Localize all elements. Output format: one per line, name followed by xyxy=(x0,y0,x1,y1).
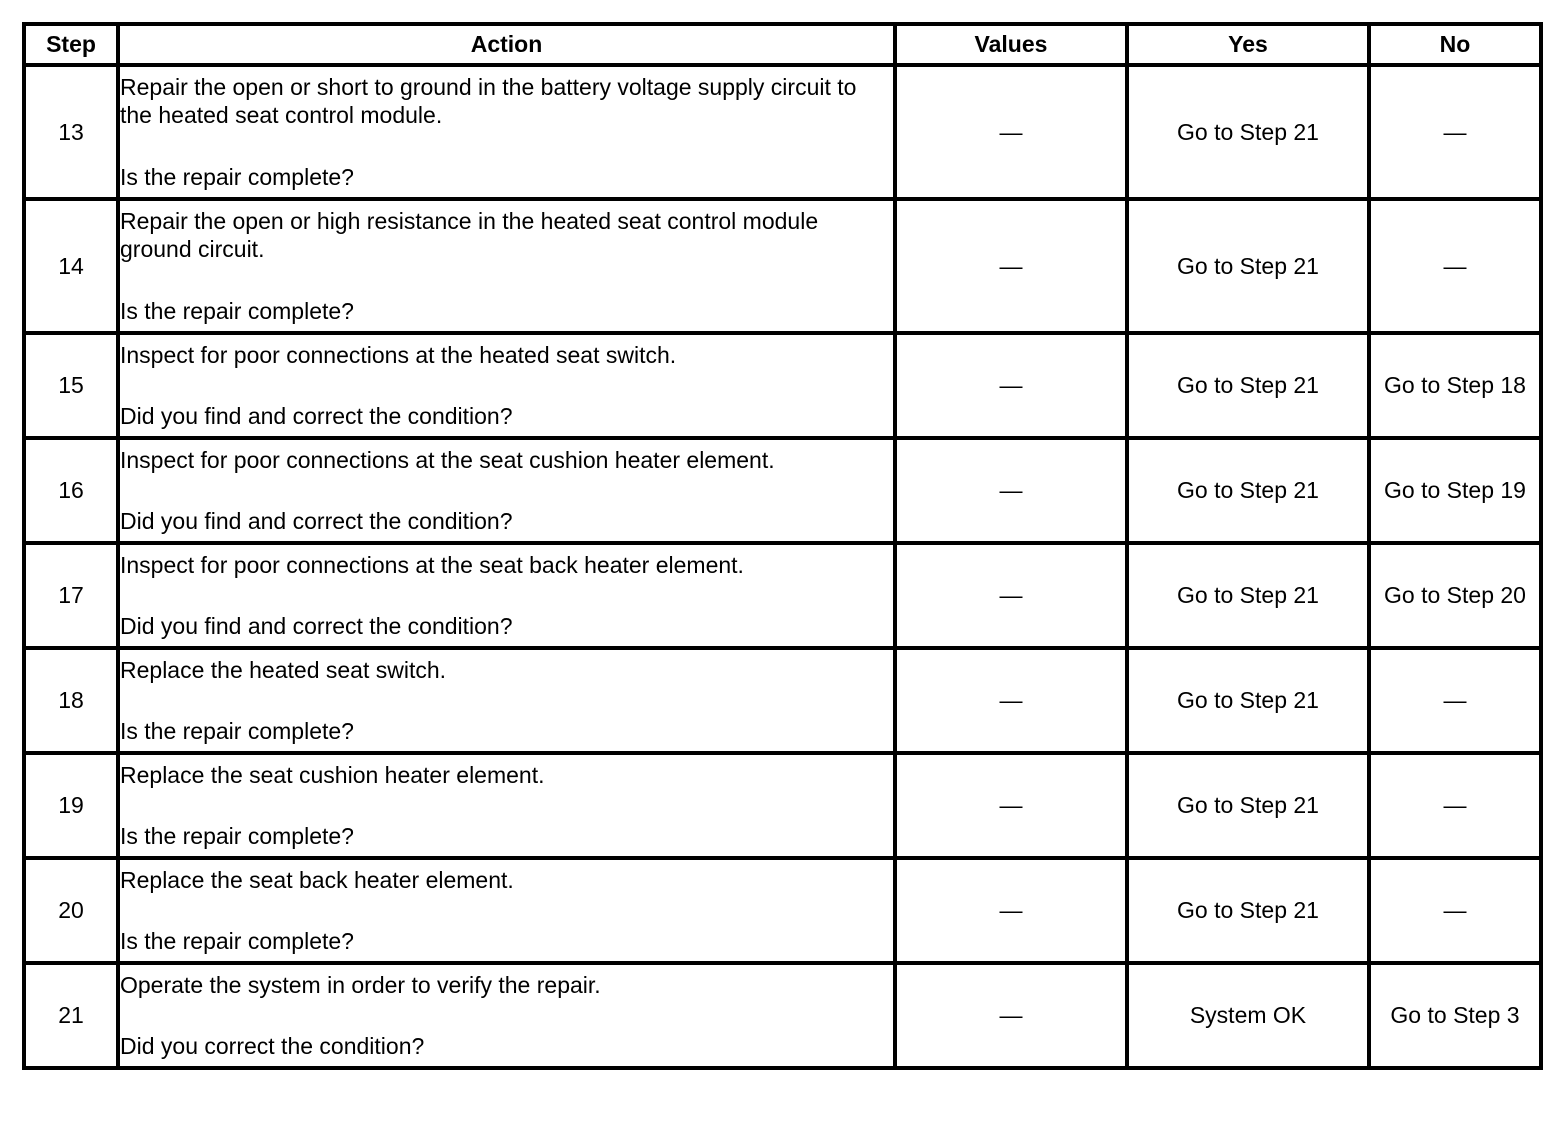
no-cell: — xyxy=(1369,648,1541,753)
values-cell: — xyxy=(895,199,1127,333)
step-number: 13 xyxy=(24,65,118,199)
no-cell: Go to Step 18 xyxy=(1369,333,1541,438)
header-step: Step xyxy=(24,24,118,65)
action-question: Is the repair complete? xyxy=(120,823,354,849)
no-cell: Go to Step 3 xyxy=(1369,963,1541,1068)
action-text: Inspect for poor connections at the heated seat switch. xyxy=(120,342,677,368)
yes-cell: Go to Step 21 xyxy=(1127,333,1369,438)
yes-cell: Go to Step 21 xyxy=(1127,753,1369,858)
action-question: Is the repair complete? xyxy=(120,298,354,324)
action-question: Did you find and correct the condition? xyxy=(120,403,513,429)
action-question: Is the repair complete? xyxy=(120,928,354,954)
action-cell xyxy=(118,858,895,963)
yes-cell: Go to Step 21 xyxy=(1127,65,1369,199)
action-cell xyxy=(118,648,895,753)
step-number: 21 xyxy=(24,963,118,1068)
action-text: Inspect for poor connections at the seat back heater element. xyxy=(120,552,744,578)
step-number: 14 xyxy=(24,199,118,333)
table-row xyxy=(24,963,1541,1068)
table-row xyxy=(24,648,1541,753)
values-cell: — xyxy=(895,648,1127,753)
diagnostic-table xyxy=(22,22,1543,1070)
values-cell: — xyxy=(895,858,1127,963)
table-row xyxy=(24,858,1541,963)
step-number: 15 xyxy=(24,333,118,438)
table-row xyxy=(24,753,1541,858)
no-cell: Go to Step 20 xyxy=(1369,543,1541,648)
action-question: Did you find and correct the condition? xyxy=(120,508,513,534)
table-row xyxy=(24,438,1541,543)
action-text: Inspect for poor connections at the seat cushion heater element. xyxy=(120,447,775,473)
action-cell xyxy=(118,543,895,648)
no-cell: Go to Step 19 xyxy=(1369,438,1541,543)
action-text: Replace the seat back heater element. xyxy=(120,867,514,893)
yes-cell: Go to Step 21 xyxy=(1127,543,1369,648)
table-row xyxy=(24,333,1541,438)
no-cell: — xyxy=(1369,858,1541,963)
yes-cell: System OK xyxy=(1127,963,1369,1068)
action-question: Is the repair complete? xyxy=(120,718,354,744)
table-row xyxy=(24,199,1541,333)
action-text: Replace the heated seat switch. xyxy=(120,657,447,683)
action-cell xyxy=(118,963,895,1068)
yes-cell: Go to Step 21 xyxy=(1127,648,1369,753)
action-cell xyxy=(118,333,895,438)
header-action: Action xyxy=(118,24,895,65)
header-no: No xyxy=(1369,24,1541,65)
step-number: 16 xyxy=(24,438,118,543)
action-text: Repair the open or short to ground in the battery voltage supply circuit to the heated seat control module. xyxy=(120,74,857,128)
action-cell xyxy=(118,753,895,858)
header-values: Values xyxy=(895,24,1127,65)
step-number: 20 xyxy=(24,858,118,963)
values-cell: — xyxy=(895,543,1127,648)
action-cell xyxy=(118,199,895,333)
action-cell xyxy=(118,438,895,543)
table-row xyxy=(24,65,1541,199)
action-question: Is the repair complete? xyxy=(120,164,354,190)
yes-cell: Go to Step 21 xyxy=(1127,858,1369,963)
action-question: Did you correct the condition? xyxy=(120,1033,425,1059)
step-number: 17 xyxy=(24,543,118,648)
step-number: 19 xyxy=(24,753,118,858)
values-cell: — xyxy=(895,65,1127,199)
values-cell: — xyxy=(895,333,1127,438)
header-row xyxy=(24,24,1541,65)
action-cell xyxy=(118,65,895,199)
action-question: Did you find and correct the condition? xyxy=(120,613,513,639)
action-text: Repair the open or high resistance in the heated seat control module ground circuit. xyxy=(120,208,819,262)
values-cell: — xyxy=(895,753,1127,858)
table-row xyxy=(24,543,1541,648)
yes-cell: Go to Step 21 xyxy=(1127,438,1369,543)
yes-cell: Go to Step 21 xyxy=(1127,199,1369,333)
no-cell: — xyxy=(1369,753,1541,858)
step-number: 18 xyxy=(24,648,118,753)
values-cell: — xyxy=(895,438,1127,543)
values-cell: — xyxy=(895,963,1127,1068)
no-cell: — xyxy=(1369,199,1541,333)
action-text: Replace the seat cushion heater element. xyxy=(120,762,545,788)
action-text: Operate the system in order to verify the repair. xyxy=(120,972,601,998)
header-yes: Yes xyxy=(1127,24,1369,65)
no-cell: — xyxy=(1369,65,1541,199)
